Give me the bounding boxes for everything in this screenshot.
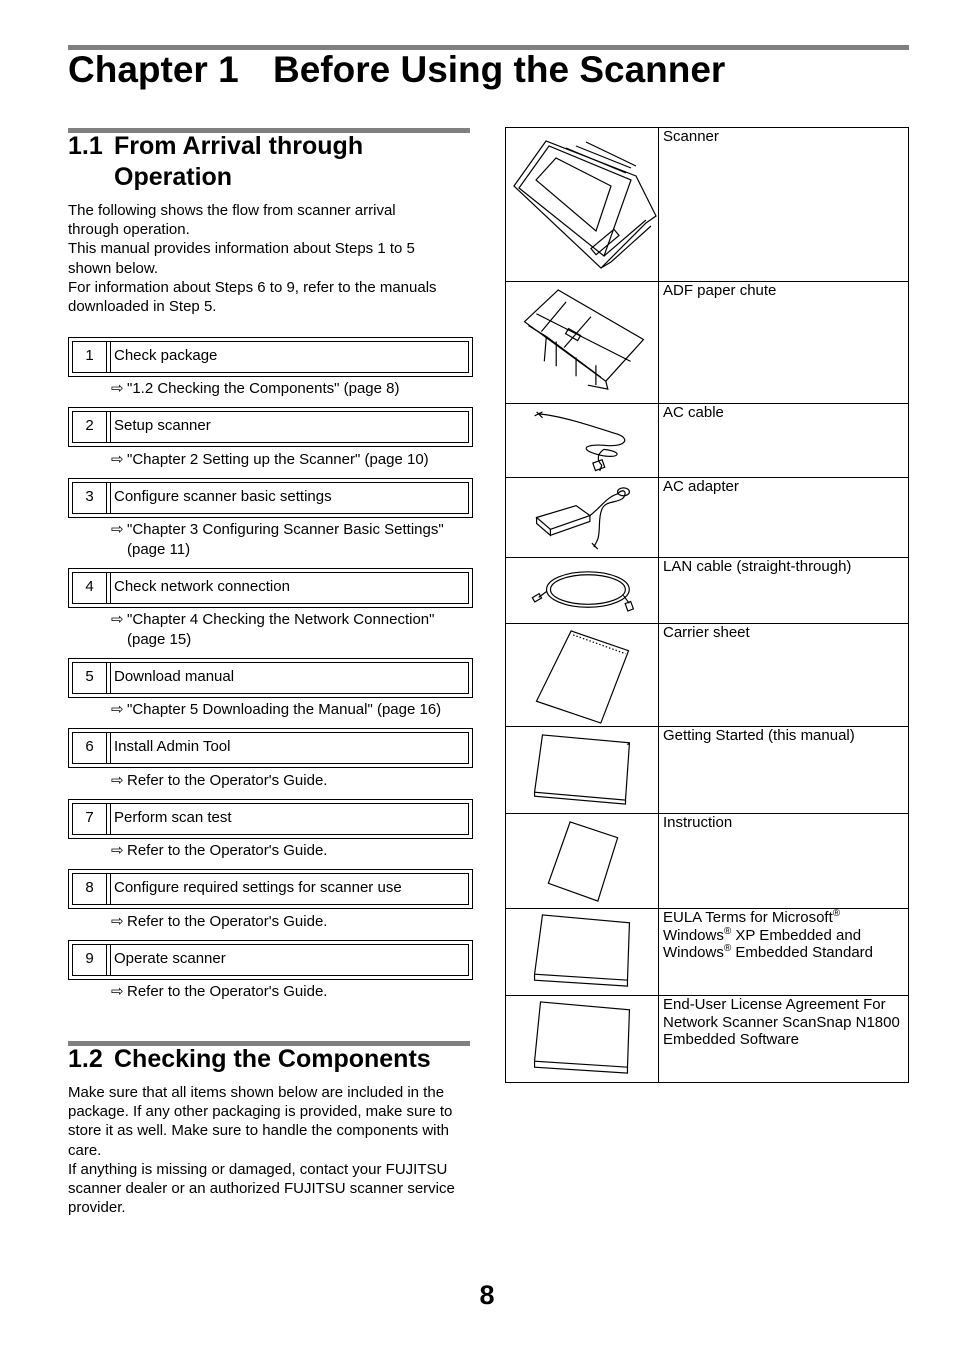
component-label: Carrier sheet bbox=[663, 624, 750, 641]
arrow-right-icon: ⇨ bbox=[111, 451, 124, 468]
step-reference bbox=[111, 841, 471, 861]
component-row bbox=[506, 281, 908, 403]
chapter-number: Chapter 1 bbox=[68, 49, 239, 90]
step-number: 2 bbox=[73, 412, 107, 442]
component-row bbox=[506, 128, 908, 281]
section-body bbox=[68, 1083, 470, 1217]
component-label: Instruction bbox=[663, 814, 733, 831]
label-part: EULA Terms for Microsoft bbox=[663, 909, 833, 926]
label-part: XP Embedded and bbox=[731, 926, 862, 944]
arrow-right-icon: ⇨ bbox=[111, 701, 124, 718]
chapter-title bbox=[68, 48, 725, 92]
body-paragraph: Make sure that all items shown below are included in the package. If any other packaging is provided, make sure to store it as well. Make sure to handle the components with care. bbox=[68, 1084, 453, 1159]
reference-text: Refer to the Operator's Guide. bbox=[127, 913, 328, 930]
step-box bbox=[68, 940, 473, 980]
step-label: Check package bbox=[114, 347, 218, 364]
step-label: Configure scanner basic settings bbox=[114, 488, 332, 505]
step-box bbox=[68, 337, 473, 377]
component-label: Getting Started (this manual) bbox=[663, 727, 855, 744]
arrow-right-icon: ⇨ bbox=[111, 913, 124, 930]
reference-text: Refer to the Operator's Guide. bbox=[127, 842, 328, 859]
step-number: 6 bbox=[73, 733, 107, 763]
step-number: 8 bbox=[73, 874, 107, 904]
arrow-right-icon: ⇨ bbox=[111, 380, 124, 397]
step-label: Check network connection bbox=[114, 578, 290, 595]
registered-mark: ® bbox=[832, 908, 841, 919]
step-label: Install Admin Tool bbox=[114, 738, 231, 755]
arrow-right-icon: ⇨ bbox=[111, 772, 124, 789]
step-label: Perform scan test bbox=[114, 809, 232, 826]
arrow-right-icon: ⇨ bbox=[111, 842, 124, 859]
step-box bbox=[68, 728, 473, 768]
component-row bbox=[506, 908, 908, 995]
section-1-2-title bbox=[68, 1044, 468, 1075]
component-label: AC adapter bbox=[663, 478, 739, 495]
section-1-1-title bbox=[68, 131, 468, 193]
page-number: 8 bbox=[479, 1280, 495, 1310]
section-title-text: Checking the Components bbox=[114, 1045, 431, 1073]
step-reference bbox=[111, 771, 471, 791]
manual-booklet-illustration bbox=[506, 727, 659, 813]
component-label: LAN cable (straight-through) bbox=[663, 558, 852, 575]
step-reference bbox=[111, 982, 471, 1002]
reference-text: "1.2 Checking the Components" (page 8) bbox=[127, 380, 400, 397]
step-number: 7 bbox=[73, 804, 107, 834]
step-box bbox=[68, 568, 473, 608]
body-paragraph: If anything is missing or damaged, contact your FUJITSU scanner dealer or an authorized FUJITSU scanner service provider. bbox=[68, 1160, 455, 1217]
step-label: Setup scanner bbox=[114, 417, 211, 434]
step-number: 5 bbox=[73, 663, 107, 693]
eula-booklet-illustration bbox=[506, 909, 659, 995]
step-label: Download manual bbox=[114, 668, 235, 685]
adf-paper-chute-illustration bbox=[506, 282, 659, 403]
license-booklet-illustration bbox=[506, 996, 659, 1082]
step-box bbox=[68, 799, 473, 839]
intro-paragraph: For information about Steps 6 to 9, refer to the manuals downloaded in Step 5. bbox=[68, 278, 437, 316]
step-number: 1 bbox=[73, 342, 107, 372]
section-title-text: From Arrival through Operation bbox=[114, 132, 364, 191]
arrow-right-icon: ⇨ bbox=[111, 521, 124, 538]
instruction-sheet-illustration bbox=[506, 814, 659, 908]
intro-paragraph: This manual provides information about Steps 1 to 5 shown below. bbox=[68, 240, 415, 277]
component-label: End-User License Agreement For Network Scanner ScanSnap N1800 Embedded Software bbox=[663, 996, 900, 1048]
registered-mark: ® bbox=[723, 925, 732, 937]
component-label: AC cable bbox=[663, 404, 724, 421]
component-row bbox=[506, 557, 908, 623]
step-label: Operate scanner bbox=[114, 950, 226, 967]
component-row bbox=[506, 813, 908, 908]
carrier-sheet-illustration bbox=[506, 624, 659, 726]
arrow-right-icon: ⇨ bbox=[111, 611, 124, 628]
ac-adapter-illustration bbox=[506, 478, 659, 557]
reference-text: Refer to the Operator's Guide. bbox=[127, 983, 328, 1000]
components-table bbox=[505, 127, 909, 1083]
intro-paragraph: The following shows the flow from scanner arrival through operation. bbox=[68, 202, 396, 239]
label-part: Windows bbox=[663, 944, 724, 961]
step-reference[interactable] bbox=[111, 700, 471, 720]
ac-cable-illustration bbox=[506, 404, 659, 477]
reference-text: "Chapter 3 Configuring Scanner Basic Settings" bbox=[127, 521, 444, 538]
component-row bbox=[506, 995, 908, 1082]
reference-text: "Chapter 5 Downloading the Manual" (page 16) bbox=[127, 701, 442, 718]
step-reference[interactable] bbox=[111, 610, 471, 649]
step-label: Configure required settings for scanner use bbox=[114, 879, 402, 896]
label-part: Embedded Standard bbox=[731, 944, 874, 961]
step-box bbox=[68, 869, 473, 909]
section-intro bbox=[68, 201, 473, 316]
section-number: 1.2 bbox=[68, 1045, 103, 1073]
step-box bbox=[68, 658, 473, 698]
lan-cable-illustration bbox=[506, 558, 659, 623]
component-row bbox=[506, 726, 908, 813]
scanner-illustration bbox=[506, 128, 659, 281]
label-part: Windows bbox=[663, 926, 724, 944]
section-number: 1.1 bbox=[68, 132, 103, 160]
component-label bbox=[663, 909, 907, 962]
reference-text: Refer to the Operator's Guide. bbox=[127, 772, 328, 789]
step-reference[interactable] bbox=[111, 450, 471, 470]
step-number: 4 bbox=[73, 573, 107, 603]
reference-text-continued: (page 15) bbox=[127, 630, 192, 648]
step-box bbox=[68, 407, 473, 447]
reference-text: "Chapter 4 Checking the Network Connection" bbox=[127, 611, 435, 628]
step-number: 9 bbox=[73, 945, 107, 975]
component-row bbox=[506, 403, 908, 477]
chapter-title-text: Before Using the Scanner bbox=[273, 49, 726, 90]
reference-text: "Chapter 2 Setting up the Scanner" (page 10) bbox=[127, 451, 429, 468]
registered-mark: ® bbox=[723, 943, 732, 954]
step-reference[interactable] bbox=[111, 520, 471, 559]
arrow-right-icon: ⇨ bbox=[111, 983, 124, 1000]
component-row bbox=[506, 477, 908, 557]
step-number: 3 bbox=[73, 483, 107, 513]
component-row bbox=[506, 623, 908, 726]
reference-text-continued: (page 11) bbox=[127, 540, 191, 558]
component-label: Scanner bbox=[663, 128, 719, 145]
step-box bbox=[68, 478, 473, 518]
component-label: ADF paper chute bbox=[663, 282, 777, 299]
step-reference[interactable] bbox=[111, 379, 471, 399]
step-reference bbox=[111, 912, 471, 932]
